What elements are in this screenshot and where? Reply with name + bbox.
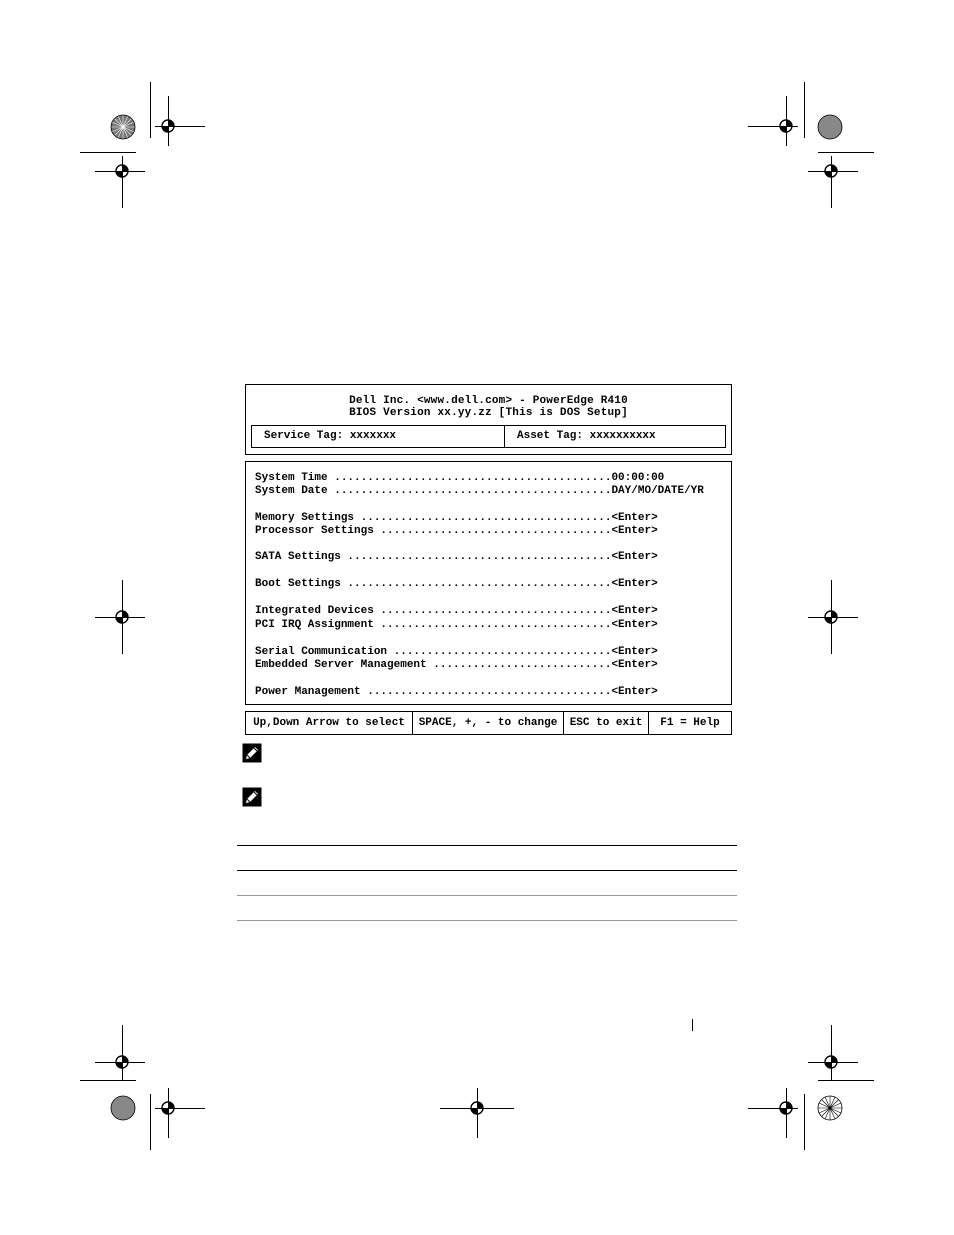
- footer-hint-help: F1 = Help: [660, 717, 720, 729]
- crosshair-target-icon: [468, 1099, 486, 1117]
- menu-item-system-date[interactable]: System Date ..........................................DAY/MO/DATE/YR: [255, 485, 704, 497]
- crosshair-target-icon: [159, 117, 177, 135]
- menu-item-serial-communication[interactable]: Serial Communication .................................<Enter>: [255, 646, 658, 658]
- crosshair-target-icon: [777, 117, 795, 135]
- crosshair-target-icon: [113, 162, 131, 180]
- asset-tag: Asset Tag: xxxxxxxxxx: [517, 430, 656, 442]
- menu-item-sata-settings[interactable]: SATA Settings ........................................<Enter>: [255, 551, 658, 563]
- crosshair-target-icon: [822, 1053, 840, 1071]
- table-row-rule: [237, 895, 737, 896]
- menu-item-system-time[interactable]: System Time ..........................................00:00:00: [255, 472, 665, 484]
- crosshair-target-icon: [113, 1053, 131, 1071]
- bios-header-panel: [245, 384, 732, 455]
- pencil-note-icon: [242, 787, 262, 807]
- bios-title: Dell Inc. <www.dell.com> - PowerEdge R410: [349, 395, 628, 407]
- service-tag: Service Tag: xxxxxxx: [252, 426, 505, 447]
- tag-row: [251, 425, 726, 448]
- menu-item-embedded-server-management[interactable]: Embedded Server Management ...........................<Enter>: [255, 659, 658, 671]
- menu-item-memory-settings[interactable]: Memory Settings ......................................<Enter>: [255, 512, 658, 524]
- starburst-target-icon: [817, 114, 843, 140]
- starburst-target-icon: [817, 1095, 843, 1121]
- table-top-rule: [237, 845, 737, 846]
- pencil-note-icon: [242, 743, 262, 763]
- footer-hint-change: SPACE, +, - to change: [413, 712, 564, 734]
- crosshair-target-icon: [777, 1099, 795, 1117]
- menu-item-pci-irq-assignment[interactable]: PCI IRQ Assignment ...................................<Enter>: [255, 619, 658, 631]
- bios-menu-panel: [245, 461, 732, 705]
- starburst-target-icon: [110, 1095, 136, 1121]
- crosshair-target-icon: [822, 162, 840, 180]
- table-row-rule: [237, 920, 737, 921]
- footer-hint-select: Up,Down Arrow to select: [246, 712, 413, 734]
- menu-item-boot-settings[interactable]: Boot Settings ........................................<Enter>: [255, 578, 658, 590]
- table-header-rule: [237, 870, 737, 871]
- crosshair-target-icon: [159, 1099, 177, 1117]
- footer-hint-exit: ESC to exit: [564, 712, 649, 734]
- menu-item-integrated-devices[interactable]: Integrated Devices ...................................<Enter>: [255, 605, 658, 617]
- crosshair-target-icon: [113, 608, 131, 626]
- bios-version: BIOS Version xx.yy.zz [This is DOS Setup]: [349, 407, 628, 419]
- menu-item-power-management[interactable]: Power Management .....................................<Enter>: [255, 686, 658, 698]
- page-number-divider: [692, 1019, 693, 1031]
- crosshair-target-icon: [822, 608, 840, 626]
- bios-footer-bar: [245, 711, 732, 735]
- starburst-target-icon: [110, 114, 136, 140]
- menu-item-processor-settings[interactable]: Processor Settings ...................................<Enter>: [255, 525, 658, 537]
